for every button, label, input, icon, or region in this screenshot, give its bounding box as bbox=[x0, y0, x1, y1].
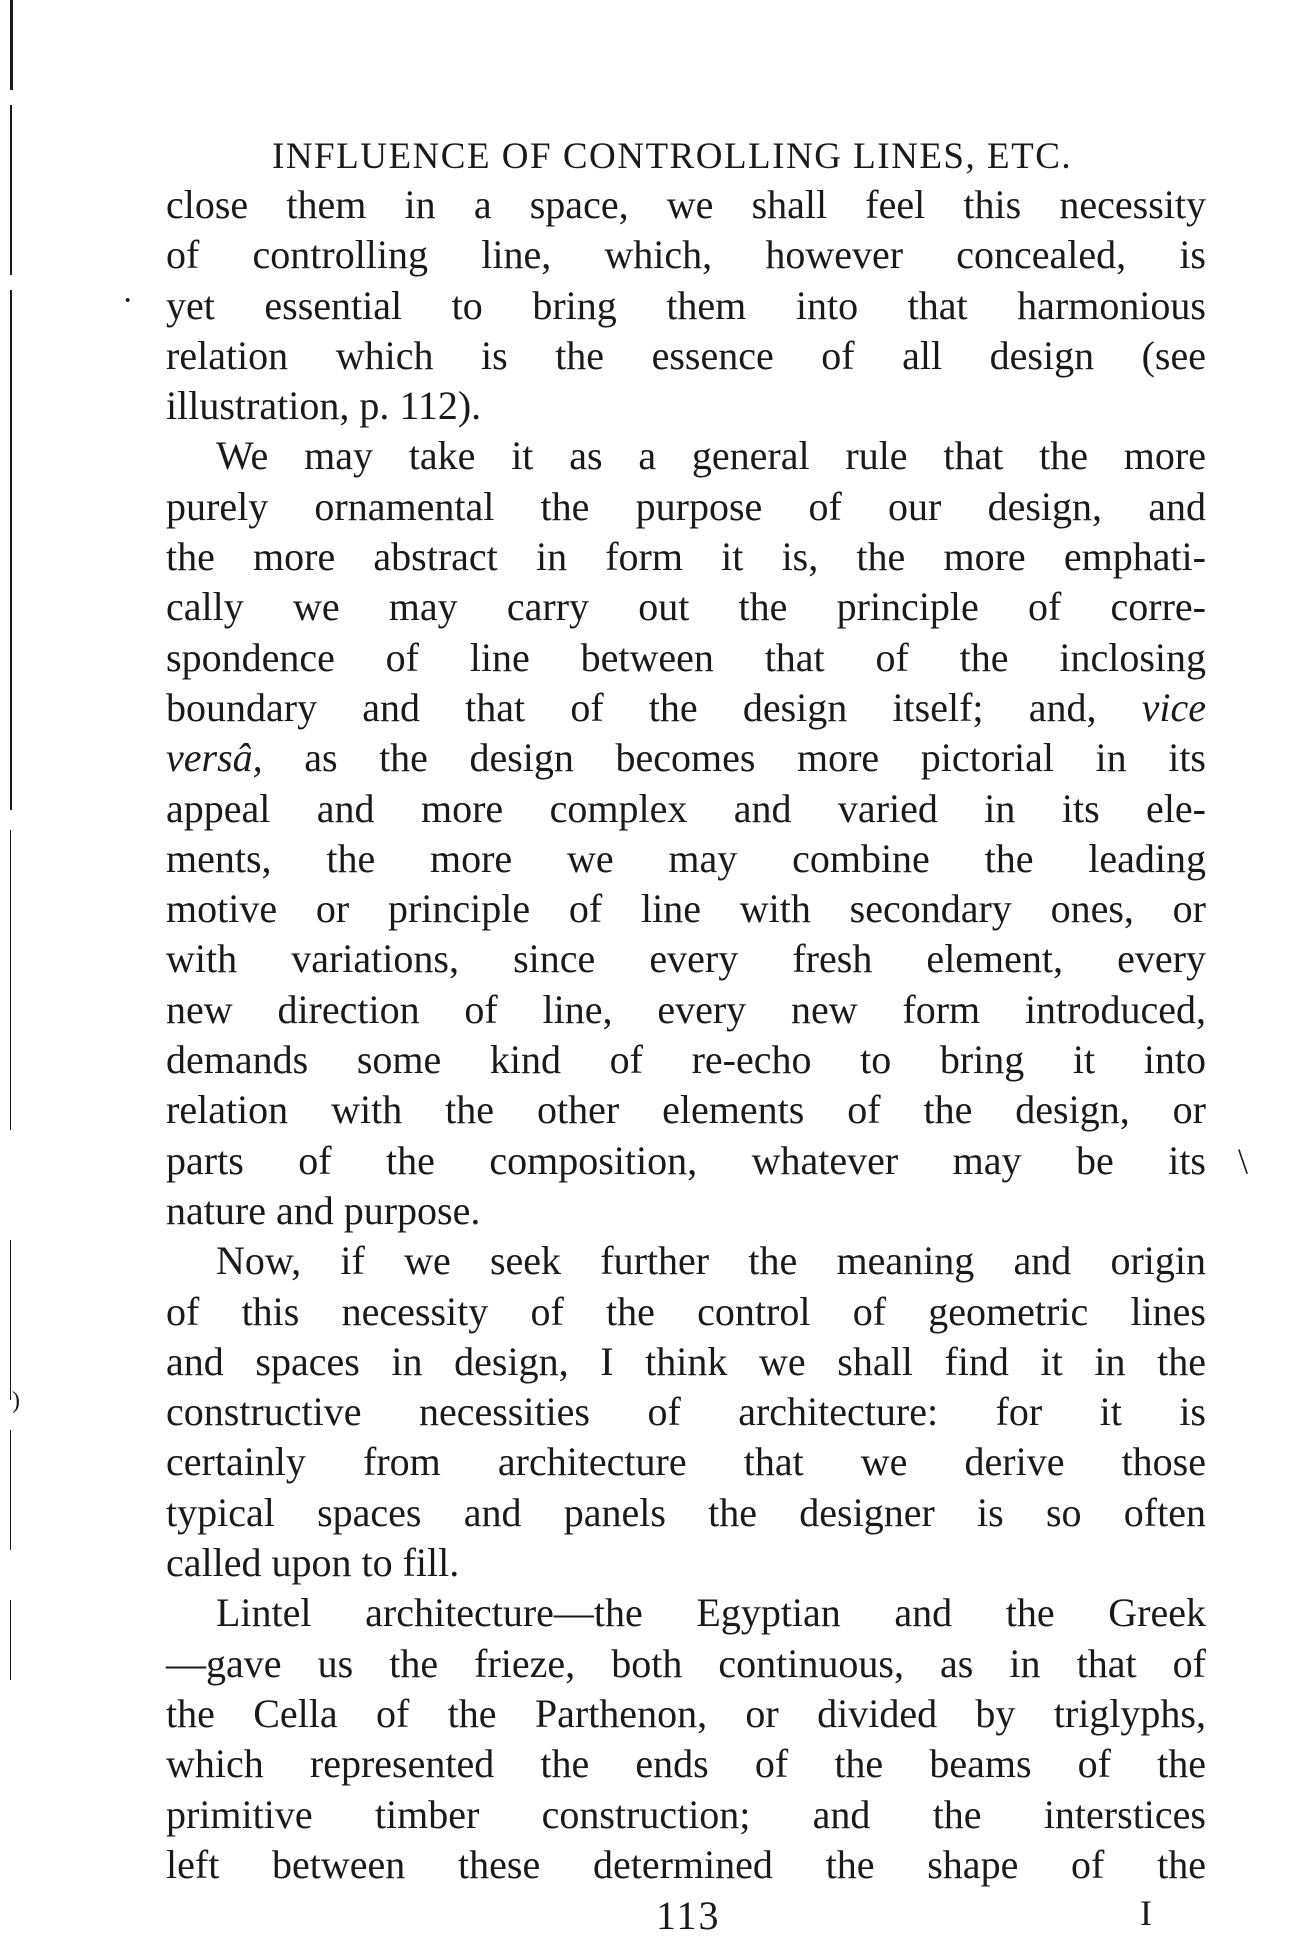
text-line: typical spaces and panels the designer is so often bbox=[166, 1489, 1206, 1535]
text-line: certainly from architecture that we derive those bbox=[166, 1439, 1206, 1485]
text-line: of this necessity of the control of geometric lines bbox=[166, 1288, 1206, 1334]
text-line: with variations, since every fresh element, every bbox=[166, 936, 1206, 982]
text-line: motive or principle of line with secondary ones, or bbox=[166, 886, 1206, 932]
text-line: relation with the other elements of the design, or bbox=[166, 1087, 1206, 1133]
text-line: called upon to fill. bbox=[166, 1540, 460, 1586]
margin-bar-mark: \ bbox=[1238, 1141, 1249, 1181]
scan-edge-mark bbox=[10, 290, 12, 810]
margin-paren-mark: ) bbox=[12, 1388, 20, 1414]
text-line: relation which is the essence of all design (see bbox=[166, 332, 1206, 378]
text-line: appeal and more complex and varied in its ele- bbox=[166, 785, 1206, 831]
text-line: close them in a space, we shall feel this necessity bbox=[166, 182, 1206, 227]
text-line: illustration, p. 112). bbox=[166, 383, 482, 429]
text-run: as the design becomes more pictorial in its bbox=[262, 735, 1206, 781]
text-line: demands some kind of re-echo to bring it into bbox=[166, 1037, 1206, 1083]
scan-edge-mark bbox=[10, 1430, 11, 1550]
text-line: yet essential to bring them into that harmonious bbox=[166, 282, 1206, 328]
scan-edge-mark bbox=[10, 830, 11, 1130]
page-number: 113 bbox=[656, 1893, 721, 1938]
signature-mark: I bbox=[1140, 1893, 1152, 1933]
text-line: the more abstract in form it is, the more emphati- bbox=[166, 534, 1206, 580]
text-line: cally we may carry out the principle of corre- bbox=[166, 584, 1206, 630]
paragraph-first-line: We may take it as a general rule that the more bbox=[216, 433, 1206, 479]
text-line: of controlling line, which, however concealed, is bbox=[166, 232, 1206, 278]
text-line bbox=[166, 683, 1206, 733]
text-line: purely ornamental the purpose of our design, and bbox=[166, 483, 1206, 529]
text-line: —gave us the frieze, both continuous, as in that of bbox=[166, 1640, 1206, 1686]
scan-edge-mark bbox=[10, 0, 13, 90]
text-line: new direction of line, every new form introduced, bbox=[166, 986, 1206, 1032]
running-head: INFLUENCE OF CONTROLLING LINES, ETC. bbox=[272, 136, 1073, 177]
text-line: which represented the ends of the beams of the bbox=[166, 1741, 1206, 1787]
text-line bbox=[166, 733, 1206, 783]
paragraph-first-line: Now, if we seek further the meaning and origin bbox=[216, 1238, 1206, 1284]
scan-edge-mark bbox=[10, 1600, 11, 1680]
body-text bbox=[166, 180, 1206, 1890]
text-line: spondence of line between that of the inclosing bbox=[166, 634, 1206, 680]
text-run: boundary and that of the design itself; and, bbox=[166, 684, 1097, 730]
scan-edge-mark bbox=[10, 1240, 11, 1400]
text-line: the Cella of the Parthenon, or divided by triglyphs, bbox=[166, 1690, 1206, 1736]
scan-edge-mark bbox=[10, 105, 12, 275]
text-line: and spaces in design, I think we shall find it in the bbox=[166, 1338, 1206, 1384]
text-line: left between these determined the shape of the bbox=[166, 1841, 1206, 1887]
paragraph-first-line: Lintel architecture—the Egyptian and the Greek bbox=[216, 1590, 1206, 1636]
text-line: nature and purpose. bbox=[166, 1187, 481, 1233]
text-line: constructive necessities of architecture: for it is bbox=[166, 1389, 1206, 1435]
text-line: primitive timber construction; and the interstices bbox=[166, 1791, 1206, 1837]
italic-run: versâ, bbox=[166, 735, 263, 781]
text-line: ments, the more we may combine the leading bbox=[166, 835, 1206, 881]
text-line: parts of the composition, whatever may be its bbox=[166, 1137, 1206, 1183]
italic-run: vice bbox=[1141, 684, 1206, 730]
margin-dot-mark: · bbox=[122, 282, 134, 319]
